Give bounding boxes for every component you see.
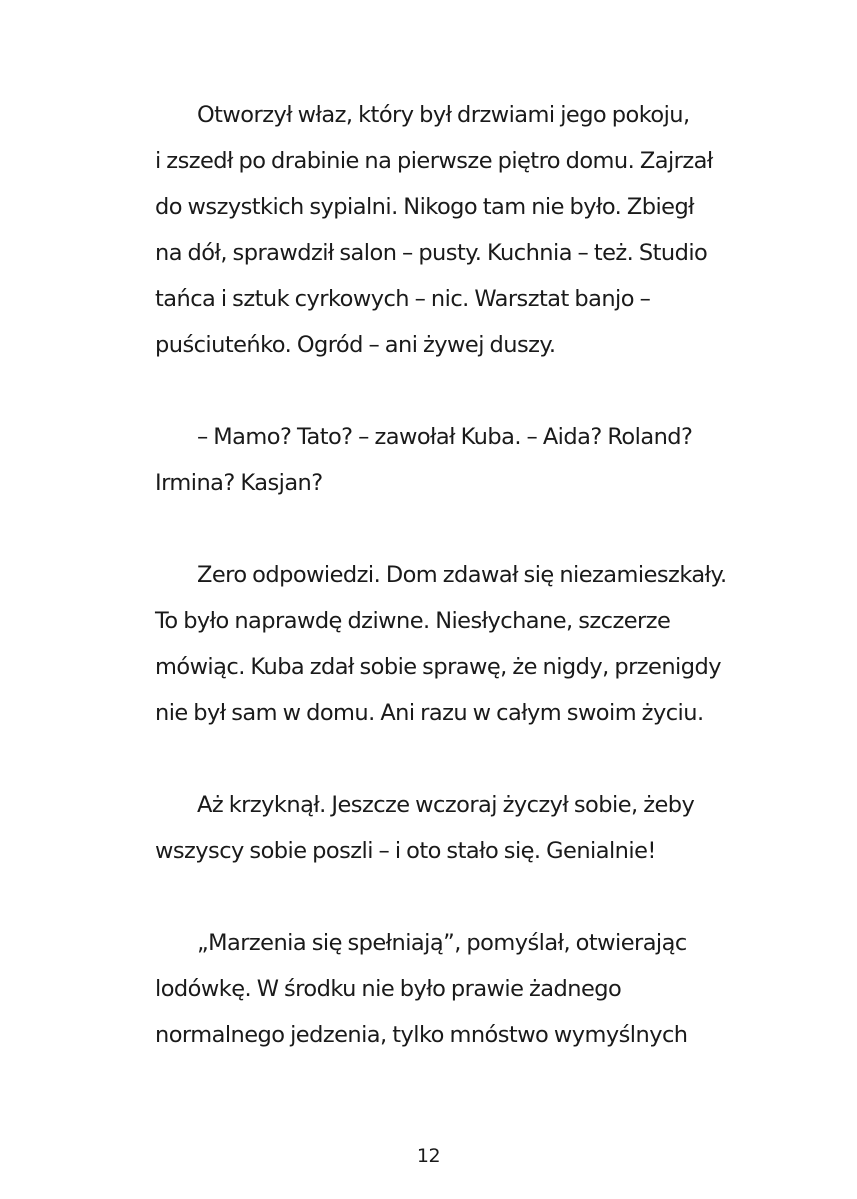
text-line: mówiąc. Kuba zdał sobie sprawę, że nigdy, przenigdy — [155, 654, 721, 680]
text-line: Aż krzyknął. Jeszcze wczoraj życzył sobie, żeby — [197, 792, 695, 818]
text-line: i zszedł po drabinie na pierwsze piętro domu. Zajrzał — [155, 148, 713, 174]
body-text — [155, 92, 735, 1058]
page-number: 12 — [416, 1145, 441, 1167]
paragraph-gap — [155, 736, 735, 782]
text-line: – Mamo? Tato? – zawołał Kuba. – Aida? Roland? — [197, 424, 693, 450]
paragraph — [155, 552, 735, 736]
text-line: Zero odpowiedzi. Dom zdawał się niezamieszkały. — [197, 562, 727, 588]
paragraph — [155, 92, 735, 368]
text-line: puściuteńko. Ogród – ani żywej duszy. — [155, 332, 556, 358]
paragraph-gap — [155, 506, 735, 552]
paragraph-gap — [155, 368, 735, 414]
paragraph-gap — [155, 874, 735, 920]
text-line: Otworzył właz, który był drzwiami jego pokoju, — [197, 102, 690, 128]
text-line: na dół, sprawdził salon – pusty. Kuchnia – też. Studio — [155, 240, 708, 266]
text-line: do wszystkich sypialni. Nikogo tam nie było. Zbiegł — [155, 194, 695, 220]
text-line: To było naprawdę dziwne. Niesłychane, szczerze — [155, 608, 671, 634]
text-line: „Marzenia się spełniają”, pomyślał, otwierając — [197, 930, 687, 956]
text-line: normalnego jedzenia, tylko mnóstwo wymyślnych — [155, 1022, 688, 1048]
text-line: Irmina? Kasjan? — [155, 470, 323, 496]
text-line: nie był sam w domu. Ani razu w całym swoim życiu. — [155, 700, 704, 726]
paragraph — [155, 782, 735, 874]
text-line: tańca i sztuk cyrkowych – nic. Warsztat banjo – — [155, 286, 651, 312]
text-line: wszyscy sobie poszli – i oto stało się. Genialnie! — [155, 838, 656, 864]
paragraph — [155, 920, 735, 1058]
text-line: lodówkę. W środku nie było prawie żadnego — [155, 976, 622, 1002]
paragraph — [155, 414, 735, 506]
